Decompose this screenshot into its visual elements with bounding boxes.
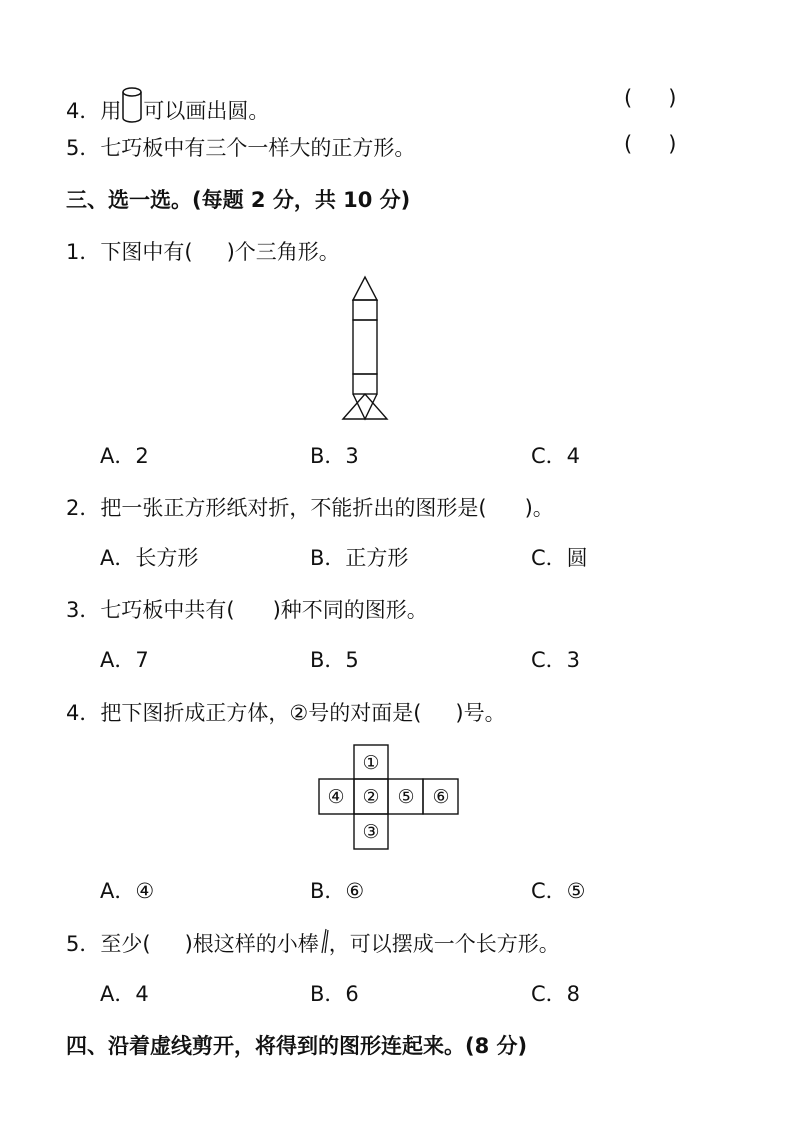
question-5-post: ，可以摆成一个长方形。: [328, 932, 560, 956]
judge-item-4-post: 可以画出圆。: [143, 99, 270, 123]
judge-item-4-pre: 用: [100, 99, 122, 123]
question-3-option-b[interactable]: B．5: [310, 648, 359, 672]
question-3-post: )种不同的图形。: [272, 598, 428, 622]
question-5: [66, 928, 560, 958]
cube-net-figure: [318, 744, 460, 852]
question-3: [66, 594, 428, 624]
question-2: [66, 492, 554, 522]
judge-item-4-answer-paren[interactable]: ( ): [624, 86, 677, 110]
stick-icon: [319, 928, 329, 954]
question-5-number: 5．: [66, 932, 101, 956]
cube-net-label-center: ②: [362, 786, 380, 808]
question-5-option-c[interactable]: C．8: [531, 982, 581, 1006]
section4-title: 四、沿着虚线剪开，将得到的图形连起来。(8 分): [66, 1034, 528, 1058]
question-1-option-c[interactable]: C．4: [531, 444, 581, 468]
cube-net-label-right2: ⑥: [432, 786, 450, 808]
question-1-pre: 下图中有(: [100, 240, 193, 264]
rocket-figure: [340, 274, 390, 422]
section3-title: 三、选一选。(每题 2 分，共 10 分): [66, 188, 411, 212]
judge-item-4-number: 4．: [66, 99, 101, 123]
question-2-option-c[interactable]: C．圆: [531, 546, 588, 570]
question-5-option-a[interactable]: A．4: [100, 982, 149, 1006]
question-3-pre: 七巧板中共有(: [100, 598, 235, 622]
question-4-number: 4．: [66, 701, 101, 725]
question-4-option-c[interactable]: C．⑤: [531, 879, 586, 903]
question-4-option-a[interactable]: A．④: [100, 879, 155, 903]
question-2-number: 2．: [66, 496, 101, 520]
question-3-option-c[interactable]: C．3: [531, 648, 581, 672]
judge-item-5: [66, 132, 415, 162]
judge-item-5-text: 七巧板中有三个一样大的正方形。: [100, 136, 416, 160]
question-1-post: )个三角形。: [226, 240, 340, 264]
cube-net-label-right1: ⑤: [397, 786, 415, 808]
cube-net-label-top: ①: [362, 752, 380, 774]
question-4-post: )号。: [455, 701, 506, 725]
question-5-pre: 至少(: [100, 932, 151, 956]
question-5-mid: )根这样的小棒: [184, 932, 319, 956]
question-5-option-b[interactable]: B．6: [310, 982, 359, 1006]
question-2-post: )。: [524, 496, 554, 520]
cube-net-label-bottom: ③: [362, 821, 380, 843]
question-4-pre: 把下图折成正方体，②号的对面是(: [100, 701, 422, 725]
question-3-option-a[interactable]: A．7: [100, 648, 149, 672]
question-1-option-b[interactable]: B．3: [310, 444, 359, 468]
question-1-option-a[interactable]: A．2: [100, 444, 149, 468]
question-3-number: 3．: [66, 598, 101, 622]
question-2-option-a[interactable]: A．长方形: [100, 546, 199, 570]
question-1-number: 1．: [66, 240, 101, 264]
question-1: [66, 236, 340, 266]
question-4-option-b[interactable]: B．⑥: [310, 879, 365, 903]
question-2-option-b[interactable]: B．正方形: [310, 546, 409, 570]
judge-item-5-answer-paren[interactable]: ( ): [624, 132, 677, 156]
question-4: [66, 697, 506, 727]
judge-item-5-number: 5．: [66, 136, 101, 160]
judge-item-4: [66, 86, 269, 125]
cylinder-icon: [121, 86, 143, 124]
cube-net-label-left: ④: [327, 786, 345, 808]
question-2-pre: 把一张正方形纸对折，不能折出的图形是(: [100, 496, 487, 520]
